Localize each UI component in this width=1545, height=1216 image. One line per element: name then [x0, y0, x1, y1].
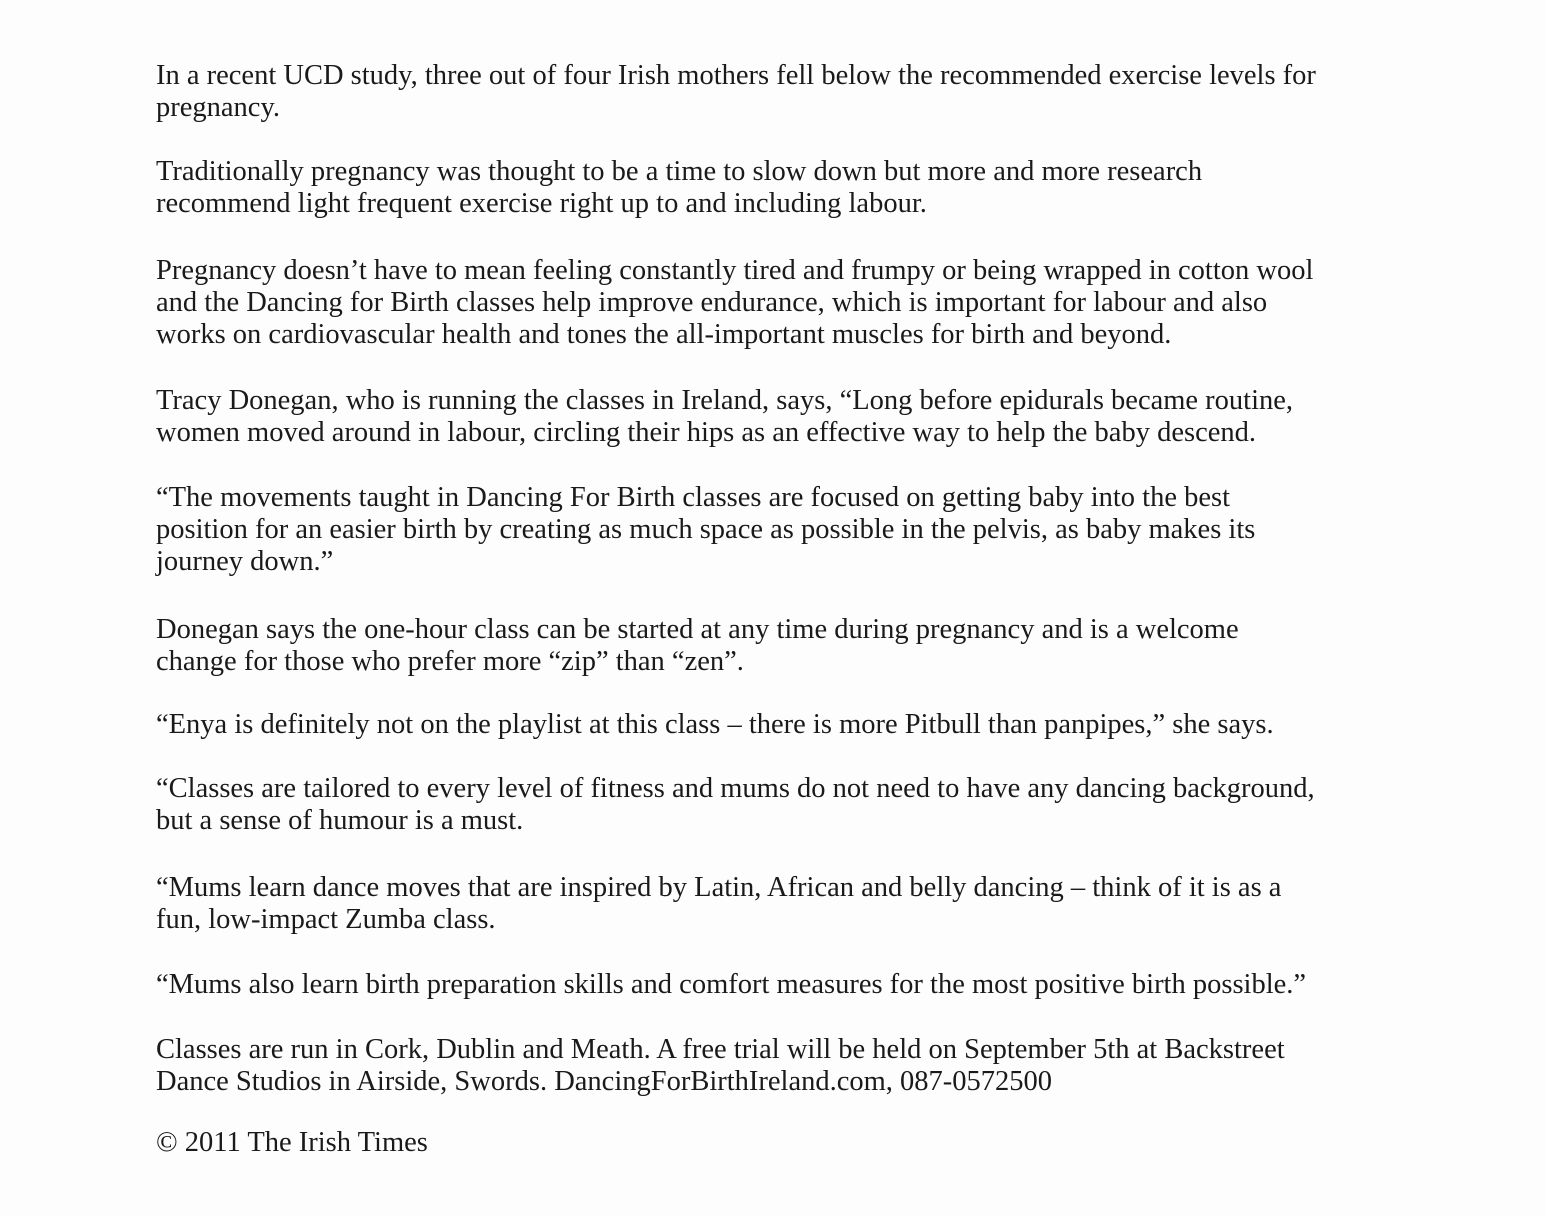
text-line: “The movements taught in Dancing For Birth classes are focused on getting baby into the best — [156, 482, 1231, 513]
text-line: Pregnancy doesn’t have to mean feeling constantly tired and frumpy or being wrapped in cotton wool — [156, 255, 1314, 286]
text-line: fun, low-impact Zumba class. — [156, 904, 496, 935]
text-line: Classes are run in Cork, Dublin and Meath. A free trial will be held on September 5th at Backstreet — [156, 1034, 1285, 1065]
text-line: but a sense of humour is a must. — [156, 805, 524, 836]
text-line: Donegan says the one-hour class can be started at any time during pregnancy and is a welcome — [156, 614, 1239, 645]
paragraph-enya — [156, 709, 1416, 741]
paragraph-birth-preparation — [156, 969, 1416, 1001]
text-line: women moved around in labour, circling their hips as an effective way to help the baby descend. — [156, 417, 1256, 448]
copyright-notice — [156, 1127, 1416, 1159]
paragraph-classes-location — [156, 1034, 1416, 1098]
text-line: Traditionally pregnancy was thought to be a time to slow down but more and more research — [156, 156, 1203, 187]
text-line: pregnancy. — [156, 92, 280, 123]
text-line: “Classes are tailored to every level of fitness and mums do not need to have any dancing background, — [156, 773, 1315, 804]
text-line: recommend light frequent exercise right up to and including labour. — [156, 188, 927, 219]
text-line: and the Dancing for Birth classes help improve endurance, which is important for labour and also — [156, 287, 1268, 318]
text-line: “Mums also learn birth preparation skills and comfort measures for the most positive birth possible.” — [156, 969, 1307, 1000]
paragraph-ucd-study — [156, 60, 1416, 124]
paragraph-dance-moves — [156, 872, 1416, 936]
paragraph-traditionally — [156, 156, 1416, 220]
text-line: position for an easier birth by creating as much space as possible in the pelvis, as baby makes its — [156, 514, 1256, 545]
text-line: Dance Studios in Airside, Swords. DancingForBirthIreland.com, 087-0572500 — [156, 1066, 1053, 1097]
text-line: © 2011 The Irish Times — [156, 1127, 428, 1158]
text-line: “Enya is definitely not on the playlist at this class – there is more Pitbull than panpipes,” she says. — [156, 709, 1274, 740]
text-line: works on cardiovascular health and tones the all-important muscles for birth and beyond. — [156, 319, 1172, 350]
paragraph-frumpy — [156, 255, 1416, 351]
text-line: Tracy Donegan, who is running the classes in Ireland, says, “Long before epidurals became routine, — [156, 385, 1294, 416]
paragraph-movements — [156, 482, 1416, 578]
text-line: “Mums learn dance moves that are inspired by Latin, African and belly dancing – think of it is as a — [156, 872, 1282, 903]
text-line: change for those who prefer more “zip” than “zen”. — [156, 646, 744, 677]
paragraph-tailored — [156, 773, 1416, 837]
text-line: In a recent UCD study, three out of four Irish mothers fell below the recommended exercise levels for — [156, 60, 1316, 91]
paragraph-tracy-donegan — [156, 385, 1416, 449]
text-line: journey down.” — [156, 546, 334, 577]
paragraph-one-hour-class — [156, 614, 1416, 678]
